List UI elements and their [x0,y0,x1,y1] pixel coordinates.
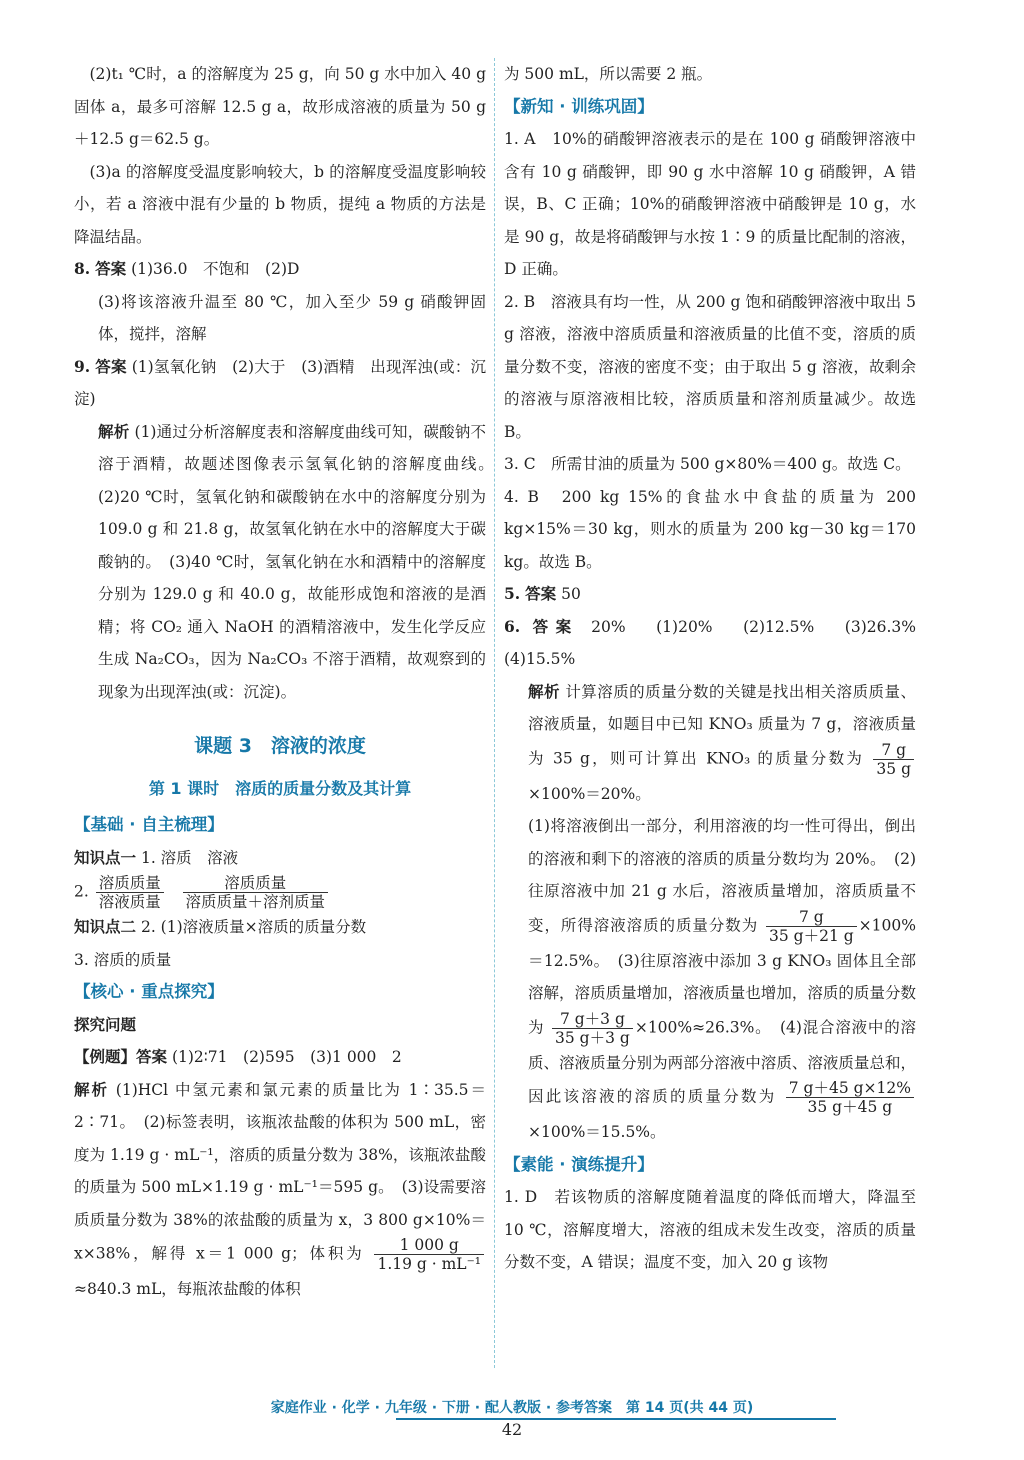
section-heading-new: 【新知 · 训练巩固】 [504,96,654,116]
left-column [74,58,502,1306]
question-number: 5. [504,584,521,603]
knowledge-label: 知识点二 [74,917,137,936]
fraction-numerator: 7 g＋45 g×12% [786,1079,914,1098]
analysis-paragraph [504,676,916,811]
fraction-denominator: 35 g [876,759,911,778]
fraction [552,1010,633,1047]
analysis-text: 计算溶质的质量分数的关键是找出相关溶质质量、溶液质量，如题目中已知 KNO₃ 质量为 7 g，溶液质量为 35 g，则可计算出 KNO₃ 的质量分数为 [528,682,916,767]
fraction-denominator: 35 g＋3 g [555,1028,630,1047]
answer-paragraph: (3)a 的溶解度受温度影响较大，b 的溶解度受温度影响较小，若 a 溶液中混有少量的 b 物质，提纯 a 物质的方法是降温结晶。 [74,162,486,246]
analysis-paragraph [74,416,502,709]
question-number: 9. [74,356,91,376]
analysis-paragraph [504,810,916,1149]
analysis-text: ×100%≈26.3%。 (4)混合溶液中的溶质、溶液质量分别为两部分溶液中溶质、溶液质量总和，因此该溶液的溶质的质量分数为 [528,1018,916,1106]
question-number: 8. [74,259,91,278]
fraction [766,908,857,945]
question-1-skills: 1. D 若该物质的溶解度随着温度的降低而增大，降温至 10 ℃，溶解度增大，溶液的组成未发生改变，溶质的质量分数不变，A 错误；温度不变，加入 20 g 该物 [504,1188,916,1271]
page-footer: 家庭作业 · 化学 · 九年级 · 下册 · 配人教版 · 参考答案 第 14 页(共 44 页) [270,1400,754,1416]
knowledge-point-2 [74,911,486,944]
answer-text: 50 [561,585,581,603]
answer-label: 答案 [95,259,127,278]
section-heading-core: 【核心 · 重点探究】 [74,982,224,1001]
page-number: 42 [501,1420,523,1439]
knowledge-text: 2. (1)溶液质量×溶质的质量分数 [140,918,367,936]
answer-paragraph: (2)t₁ ℃时，a 的溶解度为 25 g，向 50 g 水中加入 40 g 固体 a，最多可溶解 12.5 g a，故形成溶液的质量为 50 g＋12.5 g＝62.5 g。 [74,65,486,148]
section-heading-skills: 【素能 · 演练提升】 [504,1154,654,1174]
answer-label: 答案 [532,616,579,636]
fraction-numerator: 7 g＋3 g [552,1010,633,1029]
fraction [374,1236,484,1273]
example-answer [74,1041,486,1074]
analysis-label: 解析 [98,421,130,441]
analysis-text: (1)HCl 中氢元素和氯元素的质量比为 1∶35.5＝2∶71。 (2)标签表明，该瓶浓盐酸的体积为 500 mL，密度为 1.19 g · mL⁻¹，溶质的质量分数为 38%，该瓶浓盐酸的质量为 500 mL×1.19 g · mL⁻¹＝595 g。 (3)设需要溶质质量分数为 38%的浓盐酸的质量为 x，3 800 g×10%＝x×38%，解得 x＝1 000 g；体积为 [74,1080,486,1263]
fraction-denominator: 35 g＋21 g [769,926,854,945]
fraction-denominator: 溶质质量＋溶剂质量 [185,893,326,911]
answer-paragraph: 为 500 mL，所以需要 2 瓶。 [504,65,713,83]
analysis-text: ≈840.3 mL，每瓶浓盐酸的体积 [74,1280,301,1298]
answer-label: 答案 [525,584,557,603]
question-5 [504,578,916,611]
knowledge-point-1 [74,842,486,875]
answer-text: (3)将该溶液升温至 80 ℃，加入至少 59 g 硝酸钾固体，搅拌，溶解 [98,292,486,343]
question-8 [74,253,486,286]
analysis-paragraph [74,1074,486,1306]
analysis-text: (1)将溶液倒出一部分，利用溶液的均一性可得出，倒出的溶液和剩下的溶液的溶质的质量分数均为 20%。 (2)往原溶液中加 21 g 水后，溶液质量增加，溶质质量不变，所得溶液溶质的质量分数为 [528,817,916,934]
fraction-numerator: 1 000 g [374,1236,484,1255]
item-number: 2. [74,882,89,901]
fraction-numerator: 溶质质量 [183,874,329,893]
fraction [183,874,329,911]
fraction-numerator: 7 g [873,741,914,760]
question-9 [74,351,486,416]
fraction-numerator: 溶质质量 [96,874,164,893]
lesson-title: 课题 3 溶液的浓度 [194,735,366,757]
fraction-denominator: 溶液质量 [98,893,161,911]
analysis-label: 解析 [74,1079,109,1099]
knowledge-label: 知识点一 [74,847,137,867]
question-1: 1. A 10%的硝酸钾溶液表示的是在 100 g 硝酸钾溶液中含有 10 g 硝酸钾，即 90 g 水中溶解 10 g 硝酸钾，A 错误，B、C 正确；10%的硝酸钾溶液中硝酸钾是 10 g，水是 90 g，故是将硝酸钾与水按 1∶9 的质量比配制的溶液，D 正确。 [504,130,916,278]
fraction [786,1079,914,1116]
fraction-numerator: 7 g [766,908,857,927]
analysis-text: ×100%＝15.5%。 [528,1123,666,1141]
answer-text: 20% (1)20% (2)12.5% (3)26.3% (4)15.5% [504,617,932,668]
question-number: 6. [504,616,521,636]
fraction [873,741,914,778]
sublesson-title: 第 1 课时 溶质的质量分数及其计算 [148,778,412,798]
question-3: 3. C 所需甘油的质量为 500 g×80%＝400 g。故选 C。 [504,455,911,473]
analysis-text: (1)通过分析溶解度表和溶解度曲线可知，碳酸钠不溶于酒精，故题述图像表示氢氧化钠的溶解度曲线。 (2)20 ℃时，氢氧化钠和碳酸钠在水中的溶解度分别为 109.0 g 和 21.8 g，故氢氧化钠在水中的溶解度大于碳酸钠的。 (3)40 ℃时，氢氧化钠在水和酒精中的溶解度分别为 129.0 g 和 40.0 g，故能形成饱和溶液的是酒精；将 CO₂ 通入 NaOH 的酒精溶液中，发生化学反应生成 Na₂CO₃，因为 Na₂CO₃ 不溶于酒精，故观察到的现象为出现浑浊(或：沉淀)。 [98,422,502,701]
analysis-label: 解析 [528,681,560,701]
question-2: 2. B 溶液具有均一性，从 200 g 饱和硝酸钾溶液中取出 5 g 溶液，溶液中溶质质量和溶液质量的比值不变，溶质的质量分数不变，溶液的密度不变；由于取出 5 g 溶液，故剩余的溶液与原溶液相比较，溶质质量和溶剂质量减少。故选 B。 [504,292,916,441]
answer-label: 答案 [95,356,127,376]
column-divider [494,58,495,1368]
formula-line [74,874,486,911]
section-heading-basic: 【基础 · 自主梳理】 [74,815,224,834]
question-4: 4. B 200 kg 15%的食盐水中食盐的质量为 200 kg×15%＝30 kg，则水的质量为 200 kg－30 kg＝170 kg。故选 B。 [504,487,916,571]
answer-text: (1)36.0 不饱和 (2)D [131,260,300,278]
fraction [96,874,164,911]
answer-text: (1)2∶71 (2)595 (3)1 000 2 [171,1048,402,1066]
knowledge-text: 3. 溶质的质量 [74,950,172,969]
fraction-denominator: 35 g＋45 g [807,1098,893,1116]
question-6 [504,611,932,676]
explore-heading: 探究问题 [74,1014,137,1034]
fraction-denominator: 1.19 g · mL⁻¹ [377,1255,481,1273]
analysis-text: ×100%＝20%。 [528,784,651,803]
right-column [504,58,932,1279]
analysis-text: ×100%＝12.5%。 (3)往原溶液中添加 3 g KNO₃ 固体且全部溶解，溶质质量增加，溶液质量也增加，溶质的质量分数为 [528,916,916,1036]
knowledge-text: 1. 溶质 溶液 [140,848,239,867]
answer-text: (1)氢氧化钠 (2)大于 (3)酒精 出现浑浊(或：沉淀) [74,357,486,408]
example-label: 【例题】答案 [74,1047,168,1066]
